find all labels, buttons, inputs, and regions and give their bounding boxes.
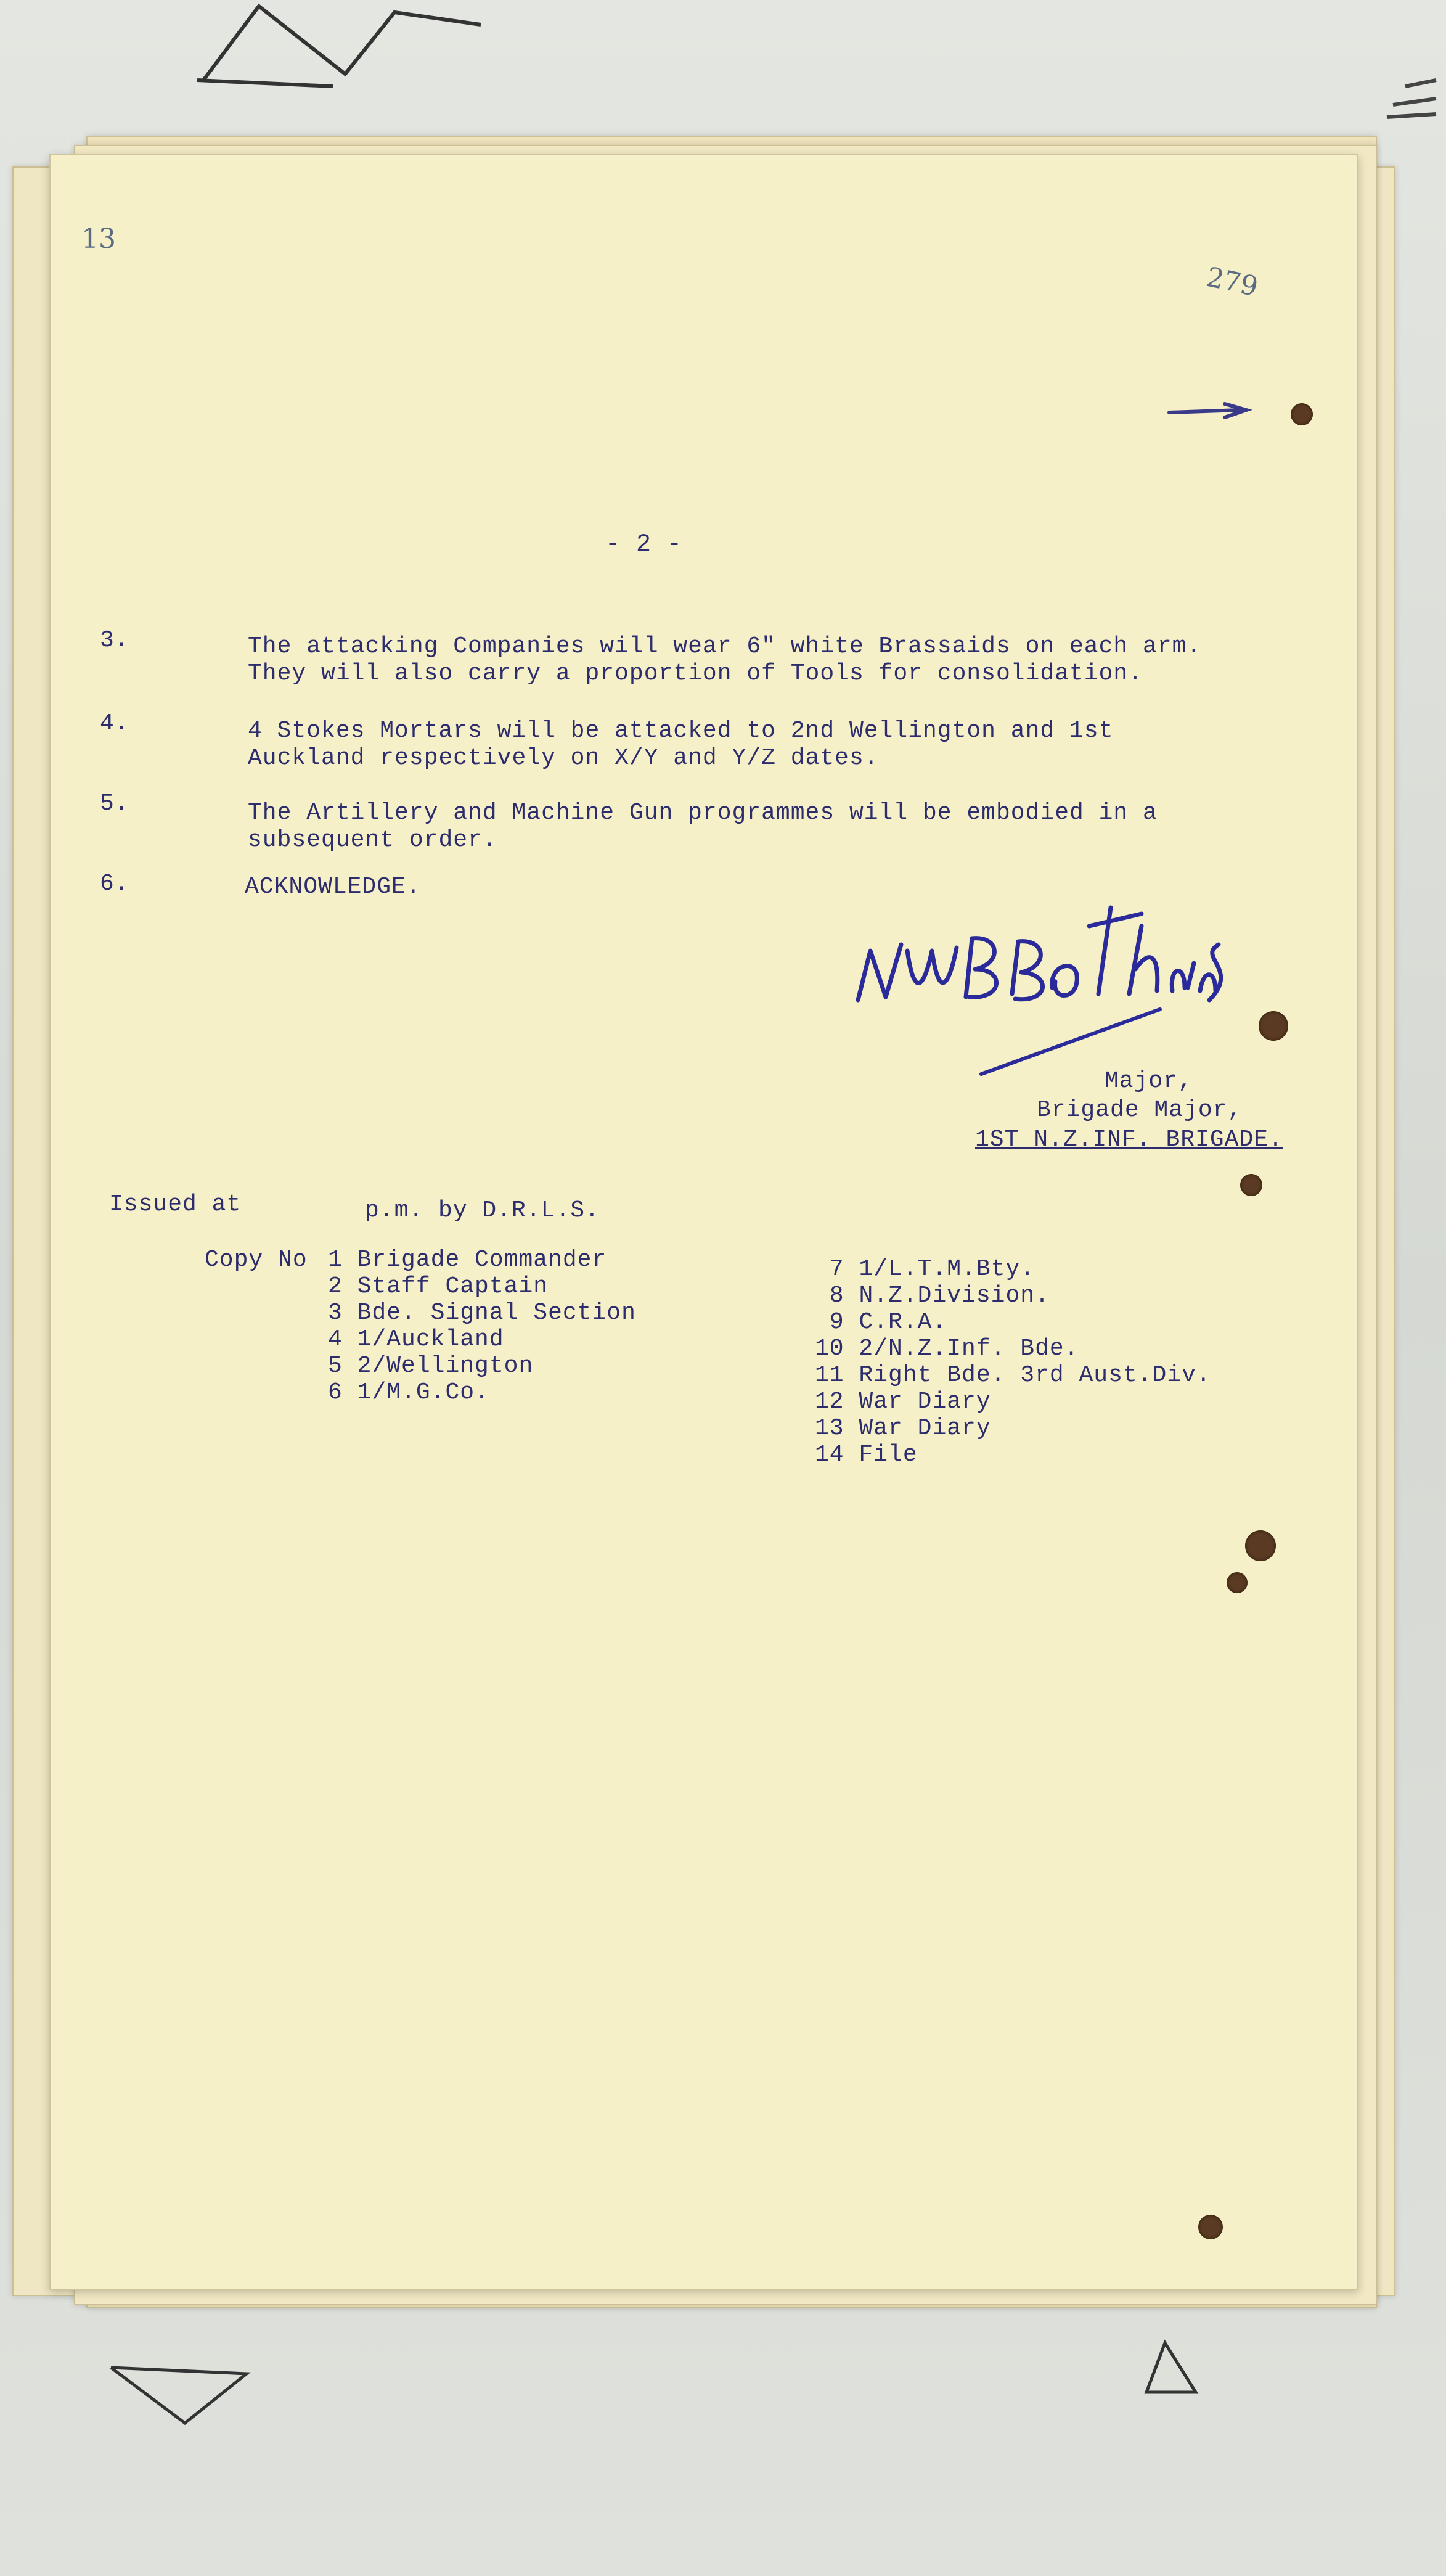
distribution-item: 13 War Diary	[815, 1415, 991, 1442]
paragraph-line: The Artillery and Machine Gun programmes will be embodied in a	[248, 800, 1158, 826]
distribution-item: 3 Bde. Signal Section	[328, 1300, 636, 1326]
issued-label: Issued at	[109, 1191, 242, 1218]
paragraph-number: 3.	[100, 627, 129, 654]
distribution-item: 7 1/L.T.M.Bty.	[829, 1256, 1035, 1282]
distribution-item: 4 1/Auckland	[328, 1326, 504, 1353]
copy-label: Copy No	[205, 1247, 308, 1273]
paragraph-line: subsequent order.	[248, 827, 497, 853]
paragraph-number: 4.	[100, 710, 129, 737]
issued-time: p.m. by D.R.L.S.	[365, 1197, 600, 1224]
folio-left: 13	[81, 223, 116, 255]
paragraph-number: 6.	[100, 871, 129, 897]
paragraph-line: They will also carry a proportion of Tools for consolidation.	[248, 660, 1143, 687]
distribution-item: 9 C.R.A.	[829, 1309, 947, 1335]
distribution-item: 11 Right Bde. 3rd Aust.Div.	[815, 1362, 1211, 1388]
distribution-item: 12 War Diary	[815, 1388, 991, 1415]
signature-title: Brigade Major,	[1037, 1097, 1243, 1123]
folio-right: 279	[1203, 261, 1261, 303]
paragraph-line: ACKNOWLEDGE.	[245, 874, 421, 900]
distribution-item: 2 Staff Captain	[328, 1273, 549, 1300]
distribution-item: 5 2/Wellington	[328, 1353, 534, 1379]
paragraph-line: Auckland respectively on X/Y and Y/Z dates.	[248, 745, 879, 771]
paragraph-number: 5.	[100, 790, 129, 817]
signature-unit: 1ST N.Z.INF. BRIGADE.	[975, 1126, 1283, 1153]
distribution-item: 1 Brigade Commander	[328, 1247, 607, 1273]
distribution-item: 6 1/M.G.Co.	[328, 1379, 489, 1406]
signature-rank: Major,	[1105, 1068, 1193, 1094]
distribution-item: 14 File	[815, 1442, 918, 1468]
paragraph-line: 4 Stokes Mortars will be attacked to 2nd Wellington and 1st	[248, 718, 1114, 744]
page-number: - 2 -	[605, 531, 683, 559]
paragraph-line: The attacking Companies will wear 6" white Brassaids on each arm.	[248, 633, 1202, 660]
distribution-item: 10 2/N.Z.Inf. Bde.	[815, 1335, 1079, 1362]
distribution-item: 8 N.Z.Division.	[829, 1282, 1050, 1309]
